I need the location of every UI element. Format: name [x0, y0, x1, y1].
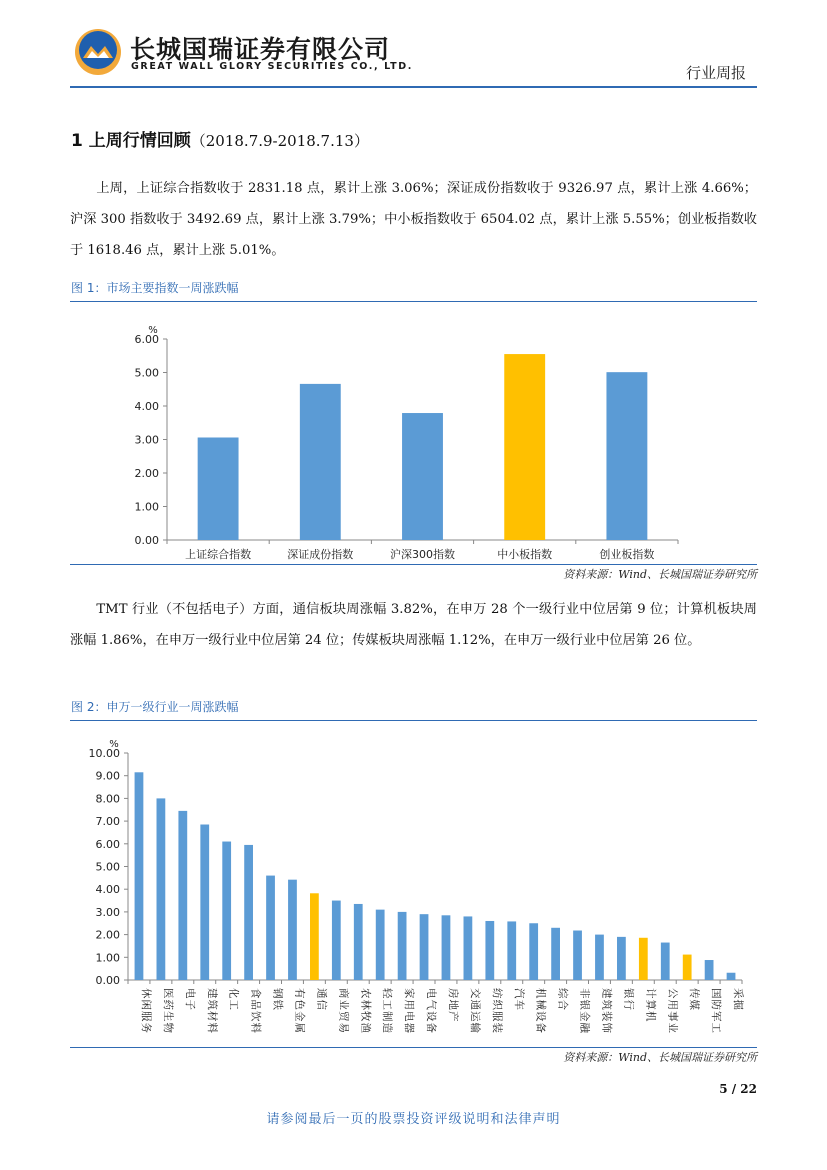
x-category-label: 沪深300指数	[390, 548, 455, 561]
y-tick-label: 6.00	[95, 837, 120, 851]
bar-交通运输	[464, 916, 473, 980]
x-category-label: 食品饮料	[249, 988, 262, 1034]
bar-计算机	[639, 938, 648, 980]
figure2-source: 资料来源：Wind、长城国瑞证券研究所	[563, 1051, 757, 1064]
bar-房地产	[442, 915, 451, 980]
x-category-label: 汽车	[512, 988, 525, 1011]
company-name-en: GREAT WALL GLORY SECURITIES CO., LTD.	[131, 61, 413, 72]
x-category-label: 化工	[227, 988, 240, 1011]
bar-机械设备	[529, 923, 538, 980]
figure2-bottom-rule	[70, 1047, 757, 1048]
bar-综合	[551, 928, 560, 980]
bar-汽车	[507, 921, 516, 980]
y-tick-label: 1.00	[95, 951, 120, 965]
bar-食品饮料	[244, 845, 253, 980]
bar-传媒	[683, 955, 692, 980]
x-category-label: 建筑装饰	[600, 988, 613, 1034]
bar-采掘	[727, 973, 736, 980]
section-date-range: （2018.7.9-2018.7.13）	[190, 132, 369, 150]
bar-创业板指数	[606, 372, 647, 540]
x-category-label: 钢铁	[271, 988, 284, 1011]
x-category-label: 上证综合指数	[185, 548, 252, 561]
y-tick-label: 5.00	[134, 366, 159, 380]
company-name-cn: 长城国瑞证券有限公司	[130, 35, 391, 64]
y-tick-label: 1.00	[134, 500, 159, 514]
y-tick-label: 3.00	[134, 433, 159, 447]
report-type: 行业周报	[686, 64, 747, 82]
bar-非银金融	[573, 931, 582, 980]
bar-国防军工	[705, 960, 714, 980]
y-tick-label: 9.00	[95, 769, 120, 783]
bar-沪深300指数	[402, 413, 443, 540]
x-category-label: 银行	[622, 988, 635, 1011]
y-tick-label: 3.00	[95, 905, 120, 919]
page-number: 5 / 22	[719, 1082, 757, 1096]
y-tick-label: 4.00	[95, 883, 120, 897]
bar-纺织服装	[485, 921, 494, 980]
header-divider	[70, 86, 757, 88]
x-category-label: 房地产	[446, 988, 459, 1023]
figure1-chart	[70, 302, 757, 564]
bar-中小板指数	[504, 354, 545, 540]
logo-emblem-icon	[74, 28, 122, 76]
figure1-title: 图 1：市场主要指数一周涨跌幅	[71, 281, 239, 295]
x-category-label: 医药生物	[161, 988, 174, 1034]
section-title	[71, 126, 369, 151]
bar-轻工制造	[376, 910, 385, 980]
x-category-label: 轻工制造	[381, 988, 394, 1034]
x-category-label: 深证成份指数	[287, 548, 354, 561]
y-tick-label: 8.00	[95, 792, 120, 806]
x-category-label: 通信	[315, 988, 328, 1011]
bar-商业贸易	[332, 901, 341, 980]
x-category-label: 综合	[556, 988, 569, 1011]
bar-家用电器	[398, 912, 407, 980]
y-axis-unit: %	[148, 325, 158, 336]
x-category-label: 公用事业	[666, 988, 679, 1034]
y-tick-label: 5.00	[95, 860, 120, 874]
footer-disclaimer: 请参阅最后一页的股票投资评级说明和法律声明	[266, 1112, 561, 1127]
company-logo	[74, 28, 122, 76]
bar-通信	[310, 893, 319, 980]
x-category-label: 纺织服装	[490, 988, 503, 1034]
y-tick-label: 2.00	[95, 928, 120, 942]
x-category-label: 商业贸易	[337, 988, 350, 1034]
x-category-label: 交通运输	[468, 988, 481, 1034]
y-tick-label: 0.00	[95, 974, 120, 987]
x-category-label: 计算机	[644, 988, 657, 1023]
bar-银行	[617, 937, 626, 980]
x-category-label: 中小板指数	[497, 548, 553, 561]
bar-电子	[178, 811, 187, 980]
bar-上证综合指数	[198, 437, 239, 540]
y-tick-label: 7.00	[95, 815, 120, 829]
x-category-label: 国防军工	[710, 988, 723, 1034]
x-category-label: 家用电器	[403, 988, 416, 1034]
y-tick-label: 0.00	[134, 534, 159, 547]
x-category-label: 电气设备	[425, 988, 438, 1034]
bar-化工	[222, 842, 231, 980]
y-axis-unit: %	[109, 739, 119, 750]
y-tick-label: 2.00	[134, 467, 159, 480]
section-number-title: 1 上周行情回顾	[71, 131, 191, 151]
paragraph-tmt-summary: TMT 行业（不包括电子）方面，通信板块周涨幅 3.82%，在申万 28 个一级行业中位居第 9 位；计算机板块周涨幅 1.86%，在申万一级行业中位居第 24 位；传媒板块周涨幅 1.12%，在申万一级行业中位居第 26 位。	[70, 602, 757, 648]
bar-公用事业	[661, 943, 670, 980]
figure1-source: 资料来源：Wind、长城国瑞证券研究所	[563, 568, 757, 581]
figure2-chart	[70, 721, 757, 1047]
x-category-label: 建筑材料	[205, 988, 218, 1034]
y-tick-label: 6.00	[134, 333, 159, 346]
bar-农林牧渔	[354, 904, 363, 980]
x-category-label: 电子	[183, 988, 196, 1011]
y-tick-label: 4.00	[134, 400, 159, 413]
x-category-label: 机械设备	[534, 988, 547, 1034]
x-category-label: 传媒	[688, 988, 701, 1011]
paragraph-index-summary: 上周，上证综合指数收于 2831.18 点，累计上涨 3.06%；深证成份指数收于 9326.97 点，累计上涨 4.66%；沪深 300 指数收于 3492.69 点，累计上涨 3.79%；中小板指数收于 6504.02 点，累计上涨 5.55%；创业板指数收于 1618.46 点，累计上涨 5.01%。	[70, 181, 757, 258]
bar-建筑材料	[200, 825, 209, 980]
y-tick-label: 10.00	[88, 747, 120, 760]
bar-有色金属	[288, 880, 297, 980]
x-category-label: 农林牧渔	[359, 988, 372, 1034]
bar-休闲服务	[135, 772, 144, 980]
bar-建筑装饰	[595, 935, 604, 980]
x-category-label: 有色金属	[293, 988, 306, 1034]
figure2-title: 图 2：申万一级行业一周涨跌幅	[71, 700, 239, 714]
bar-钢铁	[266, 876, 275, 980]
bar-电气设备	[420, 914, 429, 980]
x-category-label: 休闲服务	[139, 988, 152, 1034]
bar-深证成份指数	[300, 384, 341, 540]
x-category-label: 创业板指数	[599, 548, 655, 561]
x-category-label: 采掘	[732, 988, 745, 1011]
x-category-label: 非银金融	[578, 988, 591, 1034]
bar-医药生物	[157, 798, 166, 980]
figure1-bottom-rule	[70, 564, 757, 565]
